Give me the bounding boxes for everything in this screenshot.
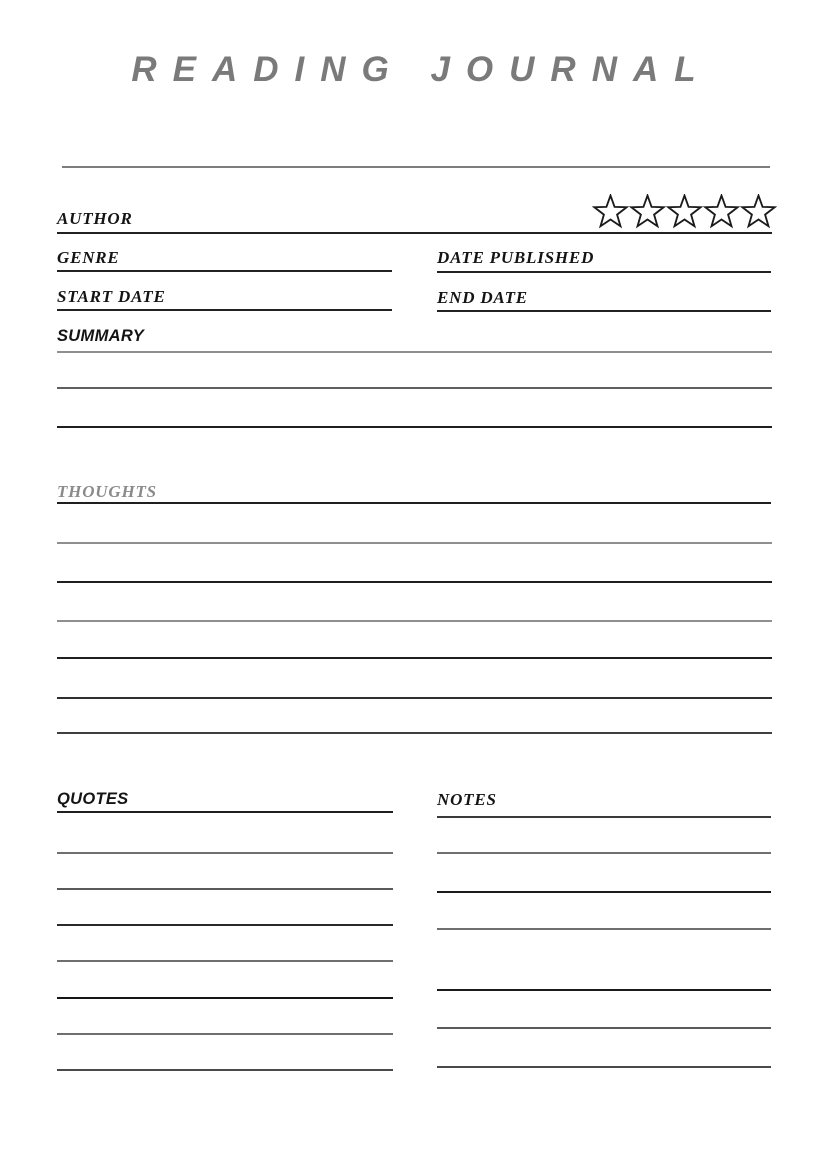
ruled-line xyxy=(57,732,772,734)
ruled-line xyxy=(57,997,393,999)
star-icon xyxy=(740,194,777,231)
notes-underline xyxy=(437,816,771,818)
ruled-line xyxy=(437,1027,771,1029)
ruled-line xyxy=(57,924,393,926)
end-date-label: END DATE xyxy=(437,288,528,307)
ruled-line xyxy=(57,620,772,622)
author-label: AUTHOR xyxy=(57,209,133,228)
start-date-underline xyxy=(57,309,392,311)
ruled-line xyxy=(437,989,771,991)
summary-underline xyxy=(57,351,772,353)
ruled-line xyxy=(57,1033,393,1035)
author-underline xyxy=(57,232,772,234)
rating-stars xyxy=(592,194,777,231)
ruled-line xyxy=(57,657,772,659)
date-published-underline xyxy=(437,271,771,273)
ruled-line xyxy=(57,387,772,389)
ruled-line xyxy=(57,852,393,854)
ruled-line xyxy=(57,888,393,890)
notes-label: NOTES xyxy=(437,790,497,809)
date-published-label: DATE PUBLISHED xyxy=(437,248,595,267)
genre-label: GENRE xyxy=(57,248,120,267)
top-divider xyxy=(62,166,770,168)
quotes-label: QUOTES xyxy=(57,790,129,808)
start-date-label: START DATE xyxy=(57,287,166,306)
star-icon xyxy=(592,194,629,231)
star-icon xyxy=(703,194,740,231)
summary-label: SUMMARY xyxy=(57,327,145,345)
quotes-underline xyxy=(57,811,393,813)
ruled-line xyxy=(57,426,772,428)
thoughts-label: THOUGHTS xyxy=(57,482,157,501)
star-icon xyxy=(666,194,703,231)
ruled-line xyxy=(57,581,772,583)
ruled-line xyxy=(437,852,771,854)
ruled-line xyxy=(57,542,772,544)
ruled-line xyxy=(57,697,772,699)
thoughts-underline xyxy=(57,502,771,504)
ruled-line xyxy=(57,960,393,962)
page-title: READING JOURNAL xyxy=(131,50,712,89)
ruled-line xyxy=(57,1069,393,1071)
end-date-underline xyxy=(437,310,771,312)
ruled-line xyxy=(437,891,771,893)
genre-underline xyxy=(57,270,392,272)
ruled-line xyxy=(437,1066,771,1068)
star-icon xyxy=(629,194,666,231)
ruled-line xyxy=(437,928,771,930)
